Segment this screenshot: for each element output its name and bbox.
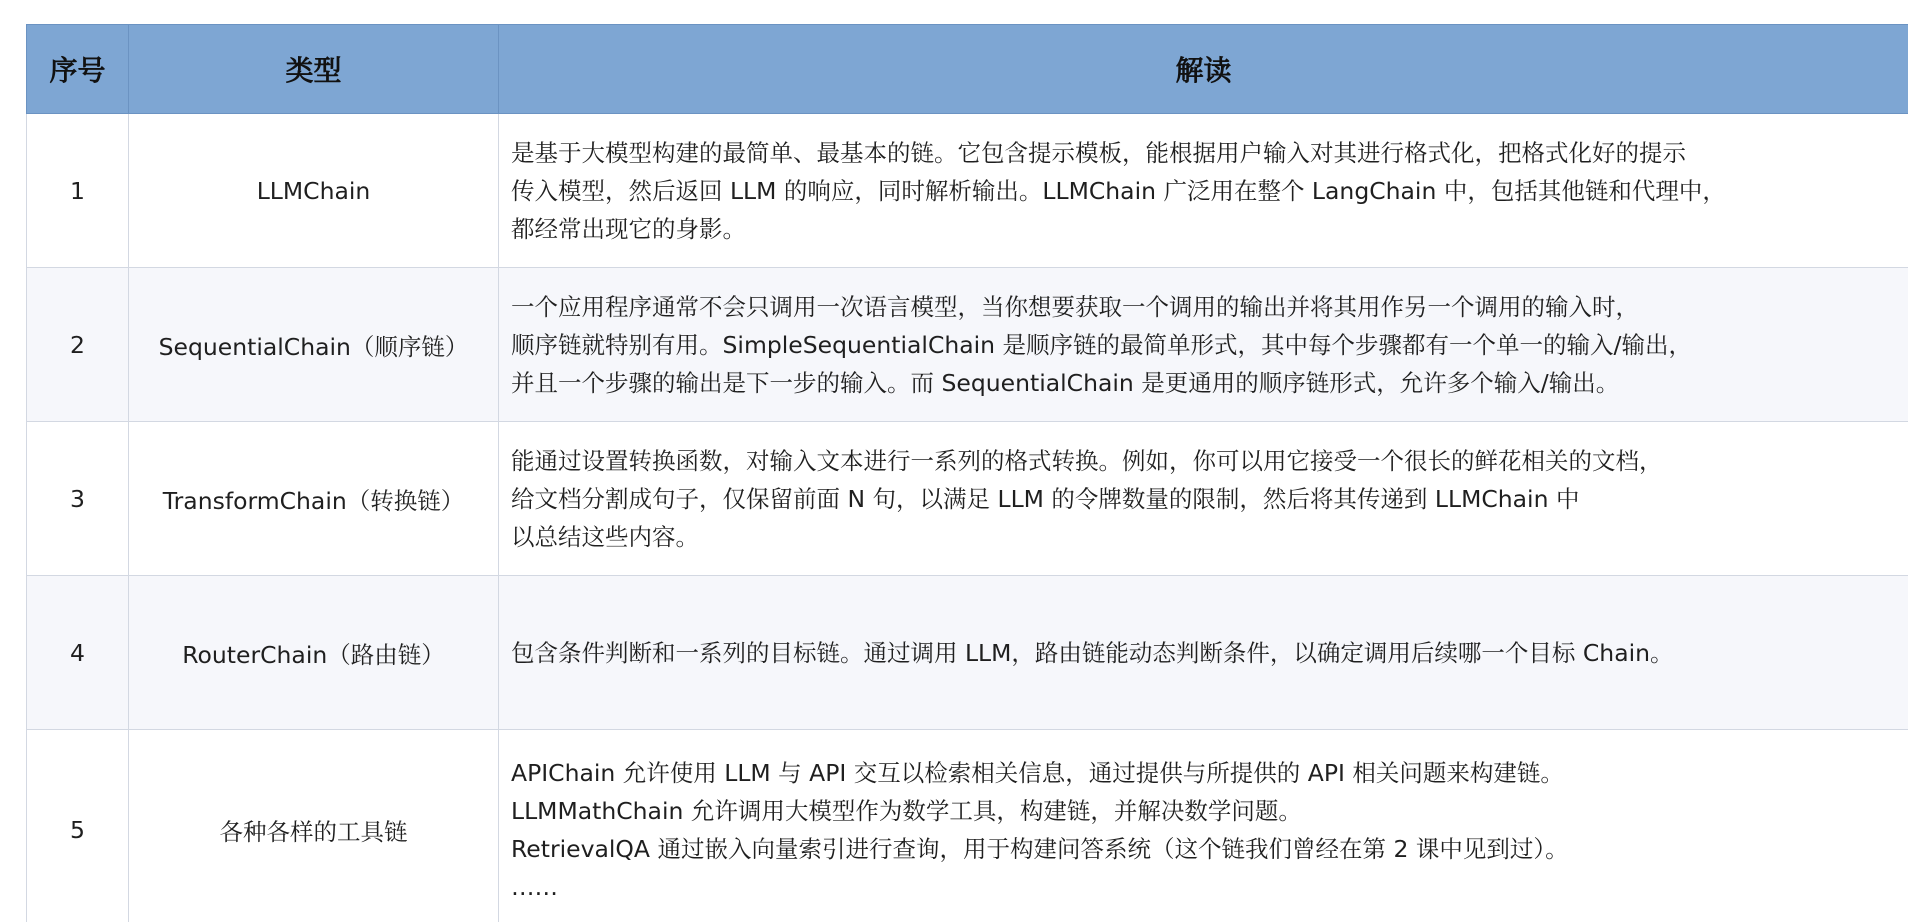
description-line: APIChain 允许使用 LLM 与 API 交互以检索相关信息，通过提供与所提供的 API 相关问题来构建链。 <box>511 759 1564 787</box>
description-line: 给文档分割成句子，仅保留前面 N 句，以满足 LLM 的令牌数量的限制，然后将其传递到 LLMChain 中 <box>511 484 1580 513</box>
header-type: 类型 <box>129 25 499 114</box>
description-line: RetrievalQA 通过嵌入向量索引进行查询，用于构建问答系统（这个链我们曾经在第 2 课中见到过）。 <box>511 835 1569 863</box>
row-type: RouterChain（路由链） <box>129 576 499 730</box>
row-type: TransformChain（转换链） <box>129 422 499 576</box>
description-line: 包含条件判断和一系列的目标链。通过调用 LLM，路由链能动态判断条件，以确定调用后续哪一个目标 Chain。 <box>511 638 1674 667</box>
table-row <box>27 114 1909 268</box>
description-line: 一个应用程序通常不会只调用一次语言模型，当你想要获取一个调用的输出并将其用作另一个调用的输入时， <box>511 292 1639 321</box>
description-line: 传入模型，然后返回 LLM 的响应，同时解析输出。LLMChain 广泛用在整个 LangChain 中，包括其他链和代理中， <box>511 176 1726 205</box>
row-index: 3 <box>27 422 129 576</box>
chain-types-table <box>26 24 1908 922</box>
row-description <box>499 422 1909 576</box>
row-type: LLMChain <box>129 114 499 268</box>
description-line: 能通过设置转换函数，对输入文本进行一系列的格式转换。例如，你可以用它接受一个很长的鲜花相关的文档， <box>511 446 1663 475</box>
row-index: 1 <box>27 114 129 268</box>
table-row <box>27 730 1909 922</box>
description-line: …… <box>511 873 558 901</box>
table-header-row <box>27 25 1909 114</box>
row-index: 4 <box>27 576 129 730</box>
row-description <box>499 576 1909 730</box>
row-type: 各种各样的工具链 <box>129 730 499 922</box>
description-line: 并且一个步骤的输出是下一步的输入。而 SequentialChain 是更通用的顺序链形式，允许多个输入/输出。 <box>511 368 1620 397</box>
row-description <box>499 730 1909 922</box>
description-line: 顺序链就特别有用。SimpleSequentialChain 是顺序链的最简单形式，其中每个步骤都有一个单一的输入/输出， <box>511 330 1692 359</box>
description-line: LLMMathChain 允许调用大模型作为数学工具，构建链，并解决数学问题。 <box>511 797 1302 825</box>
row-index: 2 <box>27 268 129 422</box>
row-type: SequentialChain（顺序链） <box>129 268 499 422</box>
row-description <box>499 268 1909 422</box>
chain-types-table-container <box>26 24 1908 922</box>
description-line: 以总结这些内容。 <box>511 522 699 551</box>
table-row <box>27 268 1909 422</box>
table-row <box>27 422 1909 576</box>
row-description <box>499 114 1909 268</box>
row-index: 5 <box>27 730 129 922</box>
header-description: 解读 <box>499 25 1909 114</box>
table-row <box>27 576 1909 730</box>
description-line: 都经常出现它的身影。 <box>511 214 746 243</box>
description-line: 是基于大模型构建的最简单、最基本的链。它包含提示模板，能根据用户输入对其进行格式化，把格式化好的提示 <box>511 138 1686 167</box>
header-index: 序号 <box>27 25 129 114</box>
